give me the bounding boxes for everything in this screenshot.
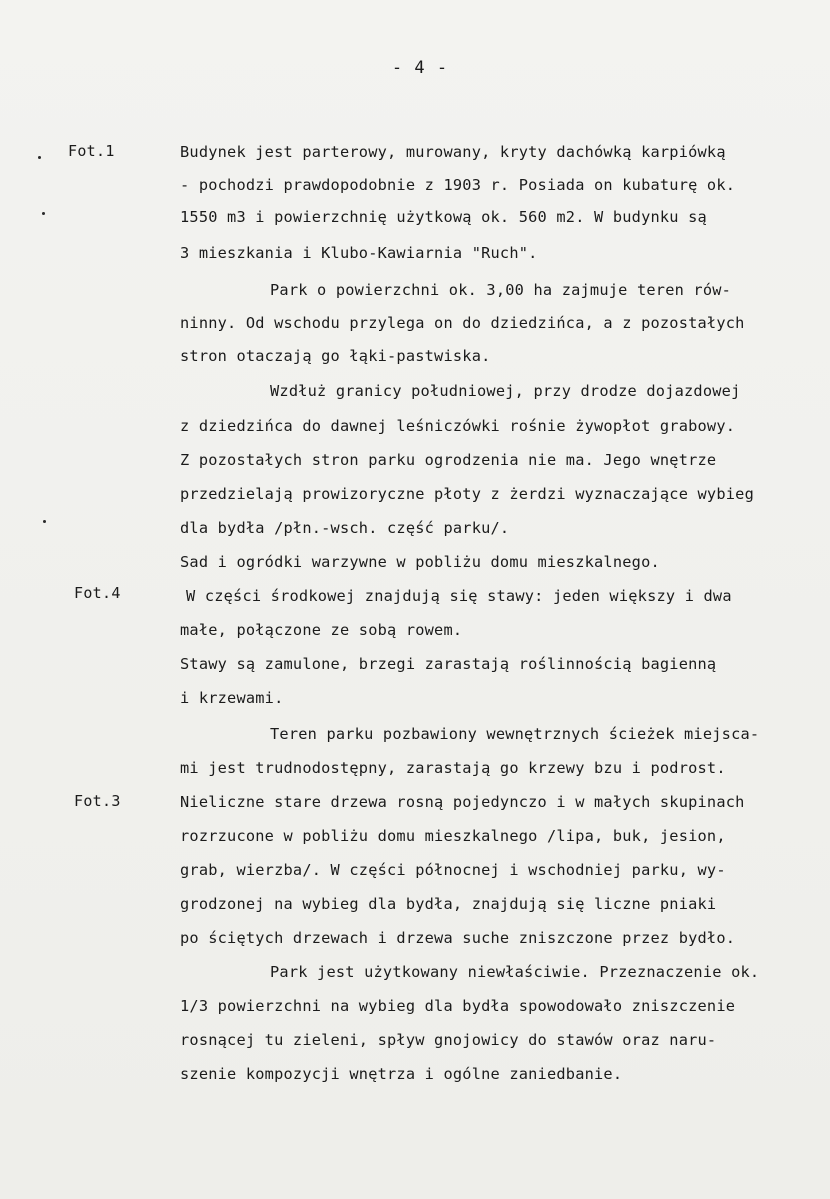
text-line: Teren parku pozbawiony wewnętrznych ścieżek miejsca-: [270, 725, 760, 743]
page-number: - 4 -: [391, 58, 449, 78]
text-line: Stawy są zamulone, brzegi zarastają roślinnością bagienną: [180, 655, 717, 673]
text-line: ninny. Od wschodu przylega on do dziedzińca, a z pozostałych: [180, 314, 745, 332]
margin-mark: [42, 212, 45, 215]
text-line: - pochodzi prawdopodobnie z 1903 r. Posiada on kubaturę ok.: [180, 176, 736, 194]
text-line: Z pozostałych stron parku ogrodzenia nie ma. Jego wnętrze: [180, 451, 717, 469]
margin-label-fot-1: Fot.1: [68, 142, 115, 160]
text-line: Budynek jest parterowy, murowany, kryty dachówką karpiówką: [180, 143, 726, 161]
text-line: 1550 m3 i powierzchnię użytkową ok. 560 m2. W budynku są: [180, 208, 707, 226]
text-line: rozrzucone w pobliżu domu mieszkalnego /lipa, buk, jesion,: [180, 827, 726, 845]
text-line: szenie kompozycji wnętrza i ogólne zaniedbanie.: [180, 1065, 623, 1083]
text-line: Wzdłuż granicy południowej, przy drodze dojazdowej: [270, 382, 741, 400]
text-line: dla bydła /płn.-wsch. część parku/.: [180, 519, 510, 537]
margin-mark: [43, 520, 46, 523]
text-line: Nieliczne stare drzewa rosną pojedynczo i w małych skupinach: [180, 793, 745, 811]
margin-mark: [38, 156, 41, 159]
text-line: 3 mieszkania i Klubo-Kawiarnia "Ruch".: [180, 244, 538, 262]
margin-label-fot-4: Fot.4: [74, 584, 121, 602]
text-line: Park jest użytkowany niewłaściwie. Przeznaczenie ok.: [270, 963, 760, 981]
text-line: Park o powierzchni ok. 3,00 ha zajmuje teren rów-: [270, 281, 732, 299]
text-line: po ściętych drzewach i drzewa suche zniszczone przez bydło.: [180, 929, 736, 947]
text-line: przedzielają prowizoryczne płoty z żerdzi wyznaczające wybieg: [180, 485, 754, 503]
text-line: Sad i ogródki warzywne w pobliżu domu mieszkalnego.: [180, 553, 660, 571]
text-line: małe, połączone ze sobą rowem.: [180, 621, 463, 639]
margin-label-fot-3: Fot.3: [74, 792, 121, 810]
text-line: 1/3 powierzchni na wybieg dla bydła spowodowało zniszczenie: [180, 997, 736, 1015]
text-line: z dziedzińca do dawnej leśniczówki rośnie żywopłot grabowy.: [180, 417, 736, 435]
text-line: mi jest trudnodostępny, zarastają go krzewy bzu i podrost.: [180, 759, 726, 777]
text-line: stron otaczają go łąki-pastwiska.: [180, 347, 491, 365]
text-line: rosnącej tu zieleni, spływ gnojowicy do stawów oraz naru-: [180, 1031, 717, 1049]
text-line: grab, wierzba/. W części północnej i wschodniej parku, wy-: [180, 861, 726, 879]
text-line: grodzonej na wybieg dla bydła, znajdują się liczne pniaki: [180, 895, 717, 913]
text-line: W części środkowej znajdują się stawy: jeden większy i dwa: [186, 587, 732, 605]
text-line: i krzewami.: [180, 689, 284, 707]
